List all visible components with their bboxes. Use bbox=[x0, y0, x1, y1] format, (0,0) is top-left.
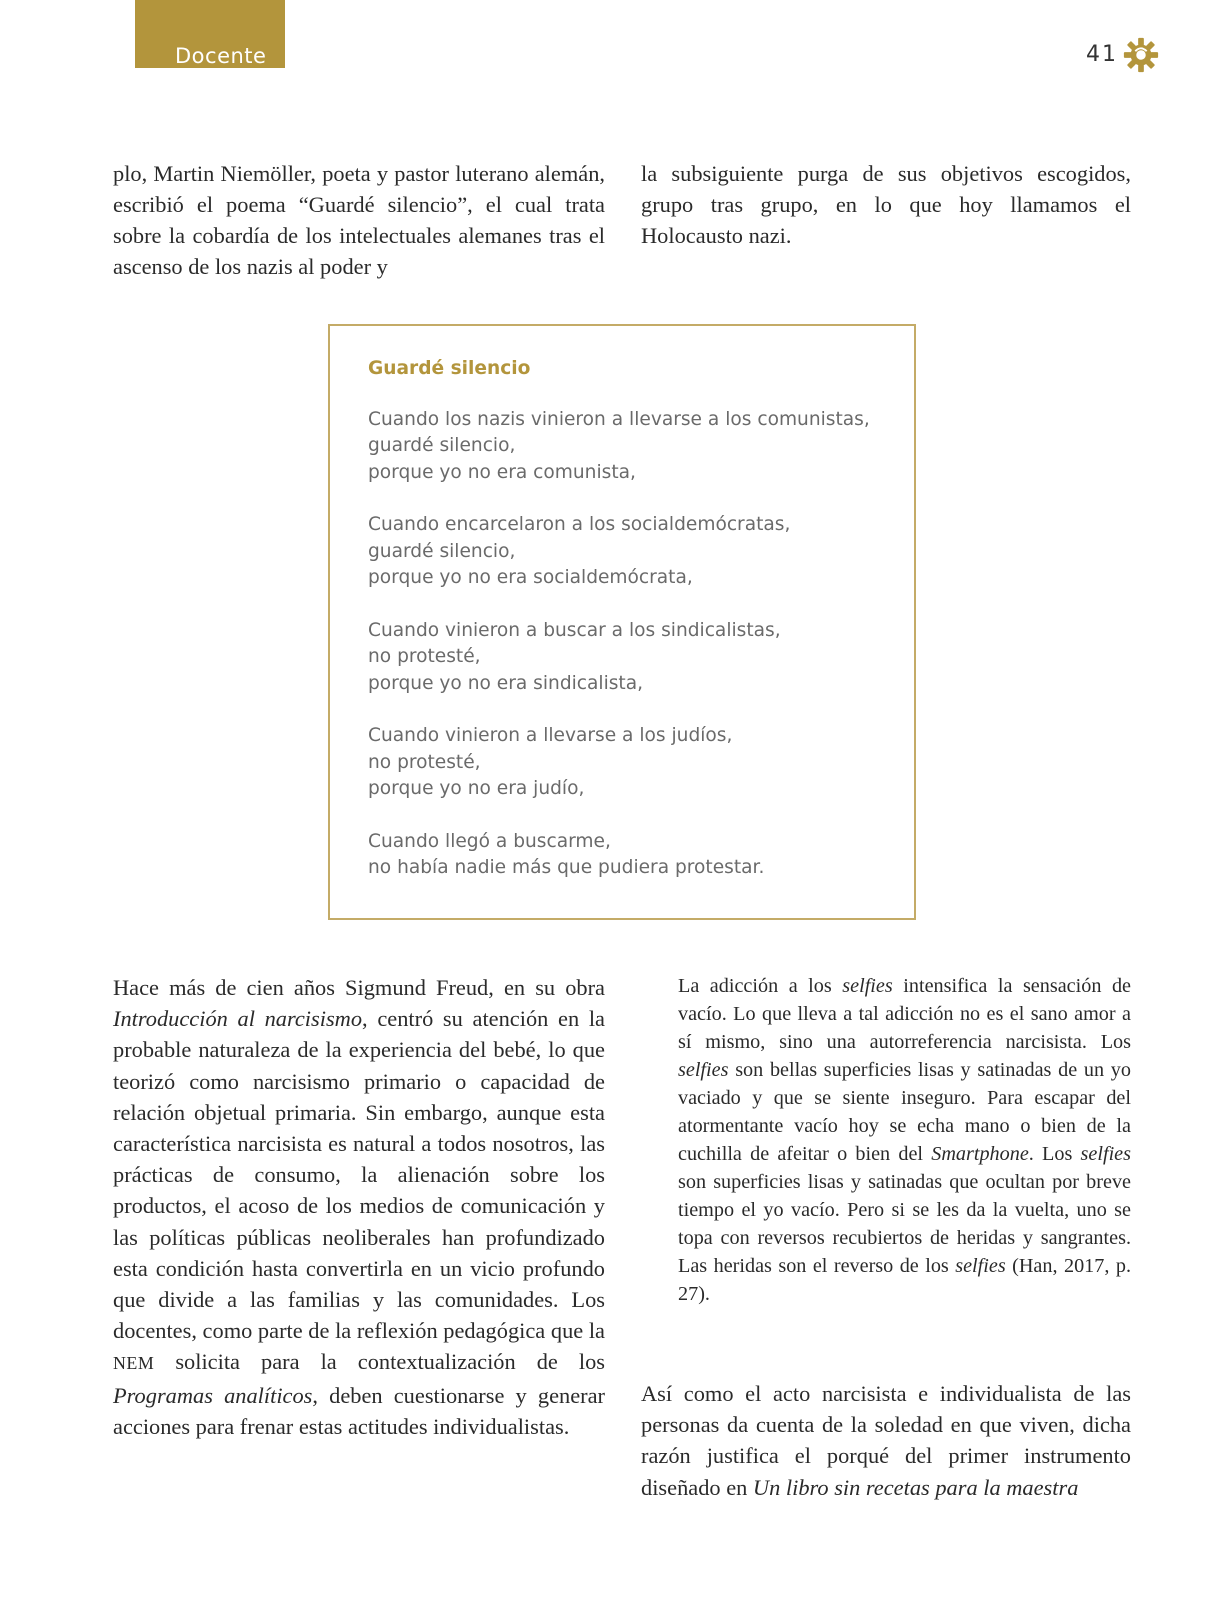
book-title: Introducción al narcisismo bbox=[113, 1006, 363, 1032]
poem-stanza bbox=[368, 829, 888, 882]
poem-line: porque yo no era socialdemócrata, bbox=[368, 567, 693, 588]
poem-line: guardé silencio, bbox=[368, 540, 516, 562]
poem-box bbox=[328, 324, 916, 920]
acronym: NEM bbox=[113, 1353, 155, 1374]
italic-term: selfies bbox=[842, 975, 893, 997]
column-bottom-left bbox=[113, 972, 605, 1442]
column-top-right bbox=[641, 158, 1131, 251]
poem-line: Cuando los nazis vinieron a llevarse a los comunistas, bbox=[368, 408, 870, 430]
book-title: Un libro sin recetas para la maestra bbox=[752, 1474, 1079, 1500]
poem-line: no protesté, bbox=[368, 646, 481, 667]
text-run: solicita para la contextualización de los bbox=[154, 1349, 605, 1375]
poem-stanza bbox=[368, 723, 888, 803]
block-quote bbox=[678, 972, 1131, 1308]
paragraph: la subsiguiente purga de sus objetivos escogidos, grupo tras grupo, en lo que hoy llamamos el Holocausto nazi. bbox=[641, 161, 1131, 248]
text-run: son bellas superficies lisas y satinadas de un yo vaciado y que se siente inseguro. Para escapar del atormentante vacío hoy se echa mano o bien de la cuchilla de afeitar o bien del bbox=[678, 1059, 1131, 1165]
text-run: son superficies lisas y satinadas que ocultan por breve tiempo el yo vacío. Pero si se les da la vuelta, uno se topa con reversos recubiertos de heridas y sangrantes. Las heridas son el reverso de los bbox=[678, 1171, 1131, 1277]
column-top-left bbox=[113, 158, 605, 282]
column-bottom-right bbox=[641, 1378, 1131, 1503]
poem-line: Cuando llegó a buscarme, bbox=[368, 830, 611, 852]
text-run: (Han, 2017, p. 27). bbox=[678, 1255, 1131, 1305]
paragraph bbox=[113, 972, 605, 1442]
poem-line: no protesté, bbox=[368, 751, 481, 773]
text-run: , deben cuestionarse y generar acciones para frenar estas actitudes individualistas. bbox=[113, 1382, 605, 1439]
text-run: Así como el acto narcisista e individualista de las personas da cuenta de la soledad en que viven, dicha razón justifica el porqué del primer instrumento diseñado en bbox=[641, 1381, 1131, 1500]
poem-line: Cuando vinieron a llevarse a los judíos, bbox=[368, 725, 733, 746]
poem-line: Cuando vinieron a buscar a los sindicalistas, bbox=[368, 619, 781, 641]
poem-stanza bbox=[368, 512, 888, 592]
italic-term: Programas analíticos bbox=[113, 1382, 313, 1408]
poem-line: porque yo no era judío, bbox=[368, 778, 585, 799]
poem-line: guardé silencio, bbox=[368, 435, 516, 456]
poem-line: Cuando encarcelaron a los socialdemócratas, bbox=[368, 514, 791, 535]
poem-line: porque yo no era sindicalista, bbox=[368, 672, 644, 694]
text-run: , centró su atención en la probable naturaleza de la experiencia del bebé, lo que teorizó como narcisismo primario o capacidad de relación objetual primaria. Sin embargo, aunque esta característica narcisista es natural a todos nosotros, las prácticas de consumo, la alienación sobre los productos, el acoso de los medios de comunicación y las políticas públicas neoliberales han profundizado esta condición hasta convertirla en un vicio profundo que divide a las familias y las comunidades. Los docentes, como parte de la reflexión pedagógica que la bbox=[113, 1006, 605, 1344]
poem bbox=[368, 356, 888, 908]
italic-term: selfies bbox=[678, 1059, 729, 1081]
text-run: La adicción a los bbox=[678, 975, 843, 997]
text-run: intensifica la sensación de vacío. Lo que lleva a tal adicción no es el sano amor a sí mismo, sino una autorreferencia narcisista. Los bbox=[678, 975, 1131, 1053]
paragraph bbox=[641, 1378, 1131, 1503]
italic-term: selfies bbox=[1080, 1143, 1131, 1165]
italic-term: selfies bbox=[955, 1255, 1006, 1277]
poem-stanza bbox=[368, 407, 888, 487]
paragraph: plo, Martin Niemöller, poeta y pastor luterano alemán, escribió el poema “Guardé silencio”, el cual trata sobre la cobardía de los intelectuales alemanes tras el ascenso de los nazis al poder y bbox=[113, 161, 605, 279]
text-run: Hace más de cien años Sigmund Freud, en su obra bbox=[113, 975, 605, 1000]
section-tab bbox=[135, 0, 285, 68]
poem-stanza bbox=[368, 618, 888, 698]
quote-paragraph bbox=[678, 972, 1131, 1308]
italic-term: Smartphone bbox=[931, 1143, 1029, 1165]
gear-icon bbox=[1122, 36, 1160, 74]
poem-title: Guardé silencio bbox=[368, 358, 531, 379]
page-number: 41 bbox=[1086, 42, 1118, 67]
poem-line: porque yo no era comunista, bbox=[368, 461, 636, 483]
text-run: . Los bbox=[1028, 1143, 1081, 1165]
poem-line: no había nadie más que pudiera protestar. bbox=[368, 857, 765, 878]
section-tab-label: Docente bbox=[175, 44, 267, 68]
